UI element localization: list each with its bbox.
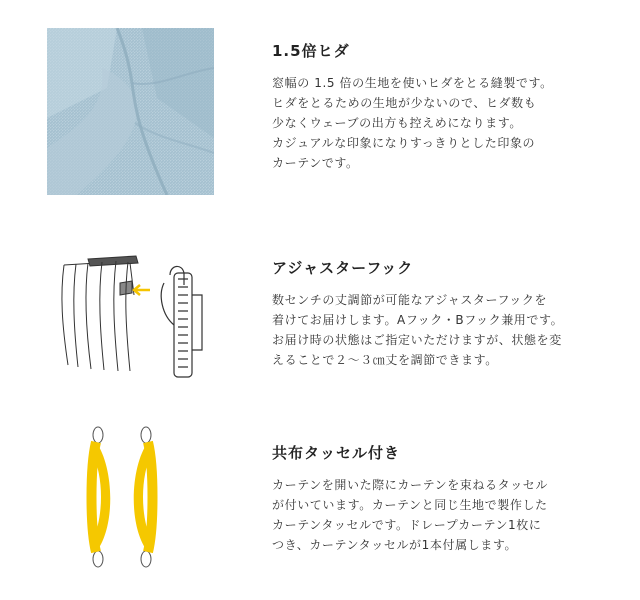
adjuster-hook-illustration (58, 255, 208, 380)
feature-text-line: カーテンタッセルです。ドレープカーテン1枚に (272, 518, 542, 532)
feature-text-line: が付いています。カーテンと同じ生地で製作した (272, 498, 548, 512)
feature-text-line: カーテンを開いた際にカーテンを束ねるタッセル (272, 478, 549, 492)
feature-text-line: 少なくウェーブの出方も控えめになります。 (272, 116, 522, 130)
fabric-pleat-photo (47, 28, 214, 195)
tassel-illustration (80, 422, 170, 572)
feature-text-line: お届け時の状態はご指定いただけますが、状態を変 (272, 333, 562, 347)
feature-text-line: つき、カーテンタッセルが1本付属します。 (272, 538, 518, 552)
feature-title: 共布タッセル付き (272, 444, 401, 462)
feature-tassel (0, 400, 640, 600)
feature-title: アジャスターフック (272, 259, 414, 277)
feature-text-line: 着けてお届けします。Aフック・Bフック兼用です。 (272, 313, 564, 327)
feature-text-line: 窓幅の 1.5 倍の生地を使いヒダをとる縫製です。 (272, 76, 553, 90)
feature-text-line: ヒダをとるための生地が少ないので、ヒダ数も (272, 96, 537, 110)
feature-text-line: えることで２～３㎝丈を調節できます。 (272, 353, 498, 367)
feature-title: 1.5倍ヒダ (272, 42, 350, 60)
feature-adjuster-hook (0, 215, 640, 400)
feature-text-line: 数センチの丈調節が可能なアジャスターフックを (272, 293, 548, 307)
feature-text-line: カーテンです。 (272, 156, 359, 170)
feature-text-line: カジュアルな印象になりすっきりとした印象の (272, 136, 536, 150)
feature-pleat (0, 0, 640, 215)
